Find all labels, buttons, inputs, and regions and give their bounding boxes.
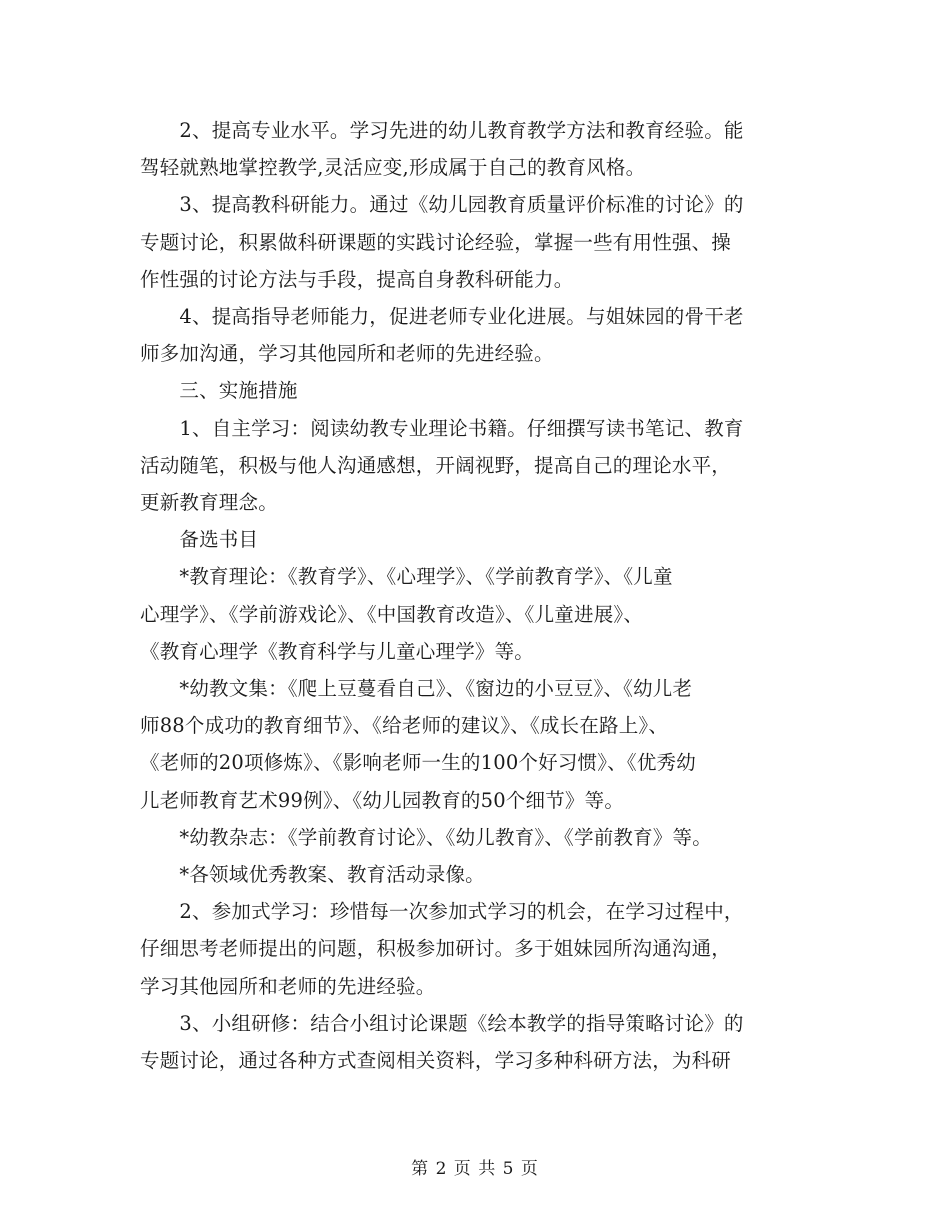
text-line: 师多加沟通，学习其他园所和老师的先进经验。 <box>140 342 554 366</box>
text-line: 更新教育理念。 <box>140 491 278 515</box>
text-line: 专题讨论，积累做科研课题的实践讨论经验，掌握一些有用性强、操 <box>140 230 732 254</box>
text-line: 作性强的讨论方法与手段，提高自身教科研能力。 <box>140 267 574 291</box>
text-line: 学习其他园所和老师的先进经验。 <box>140 974 436 998</box>
text-line: 专题讨论，通过各种方式查阅相关资料，学习多种科研方法，为科研 <box>140 1049 732 1073</box>
text-line: 驾轻就熟地掌控教学,灵活应变,形成属于自己的教育风格。 <box>140 156 646 180</box>
text-line: *教育理论：《教育学》、《心理学》、《学前教育学》、《儿童 <box>140 565 673 589</box>
text-line: 《教育心理学《教育科学与儿童心理学》等。 <box>140 639 535 663</box>
text-line: 4、提高指导老师能力，促进老师专业化进展。与姐妹园的骨干老 <box>140 305 744 329</box>
text-line: 2、提高专业水平。学习先进的幼儿教育教学方法和教育经验。能 <box>140 119 744 142</box>
text-line: 3、提高教科研能力。通过《幼儿园教育质量评价标准的讨论》的 <box>140 193 744 217</box>
text-line: 活动随笔，积极与他人沟通感想，开阔视野，提高自己的理论水平， <box>140 453 732 477</box>
text-line: 儿老师教育艺术99例》、《幼儿园教育的50个细节》等。 <box>140 788 625 812</box>
text-line: 心理学》、《学前游戏论》、《中国教育改造》、《儿童进展》、 <box>140 602 644 626</box>
text-line: *幼教文集：《爬上豆蔓看自己》、《窗边的小豆豆》、《幼儿老 <box>140 677 693 701</box>
text-line: *各领域优秀教案、教育活动录像。 <box>140 863 485 887</box>
body-text <box>140 112 830 1079</box>
text-line: 2、参加式学习：珍惜每一次参加式学习的机会，在学习过程中， <box>140 900 744 924</box>
page-number-footer: 第 2 页 共 5 页 <box>411 1159 539 1179</box>
text-line: *幼教杂志：《学前教育讨论》、《幼儿教育》、《学前教育》等。 <box>140 825 712 849</box>
text-line: 《老师的20项修炼》、《影响老师一生的100个好习惯》、《优秀幼 <box>140 751 696 775</box>
text-line: 1、自主学习：阅读幼教专业理论书籍。仔细撰写读书笔记、教育 <box>140 416 744 440</box>
document-body <box>140 112 830 1079</box>
text-line: 仔细思考老师提出的问题，积极参加研讨。多于姐妹园所沟通沟通， <box>140 937 732 961</box>
text-line: 3、小组研修：结合小组讨论课题《绘本教学的指导策略讨论》的 <box>140 1011 744 1035</box>
text-line: 师88个成功的教育细节》、《给老师的建议》、《成长在路上》、 <box>140 714 669 738</box>
subsection-heading: 备选书目 <box>140 528 259 552</box>
section-heading: 三、实施措施 <box>140 379 298 403</box>
